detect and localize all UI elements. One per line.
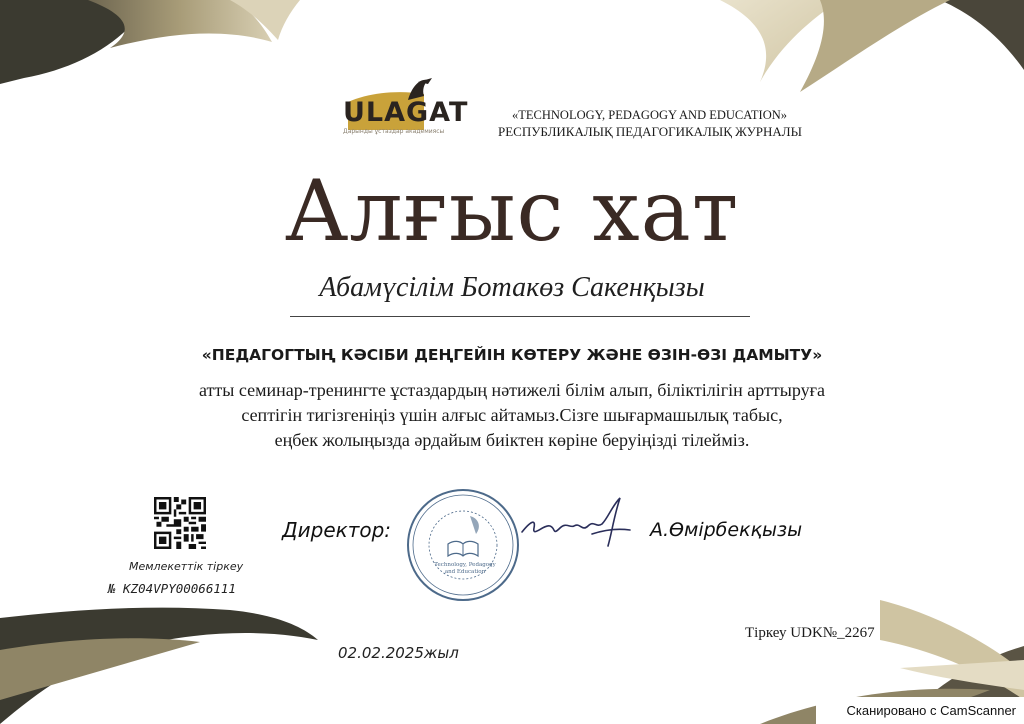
ribbon-bottom-left-gold bbox=[0, 638, 200, 700]
body-line-3: еңбек жолыңызда әрдайым биіктен көріне беруіңізді тілейміз. bbox=[274, 430, 750, 450]
registration-number: № KZ04VPY00066111 bbox=[108, 581, 236, 596]
stamp-text: Technology, Pedagogy and Education bbox=[434, 562, 496, 575]
recipient-name: Абамүсілім Ботакөз Сакенқызы bbox=[319, 272, 705, 303]
scanner-text: Сканировано с CamScanner bbox=[846, 703, 1016, 718]
udk-registration: Тіркеу UDK№_2267 bbox=[745, 625, 875, 641]
director-signature-icon bbox=[516, 488, 636, 556]
logo-text: ULAGAT bbox=[343, 97, 469, 128]
registration-label: Мемлекеттік тіркеу bbox=[129, 560, 244, 573]
ribbon-top-right-gold bbox=[800, 0, 950, 92]
body-line-2: септігін тигізгеніңіз үшін алғыс айтамыз.Сізге шығармашылық табыс, bbox=[241, 405, 783, 425]
director-label: Директор: bbox=[282, 518, 392, 542]
qr-code-icon bbox=[154, 497, 206, 549]
official-stamp-icon bbox=[404, 486, 522, 604]
ribbon-top-right-dark bbox=[940, 0, 1024, 70]
body-line-1: атты семинар-тренингте ұстаздардың нәтижелі білім алып, біліктілігін арттыруға bbox=[199, 380, 825, 400]
journal-name: «TECHNOLOGY, PEDAGOGY AND EDUCATION» bbox=[512, 108, 787, 122]
journal-description: РЕСПУБЛИКАЛЫҚ ПЕДАГОГИКАЛЫҚ ЖУРНАЛЫ bbox=[498, 124, 802, 139]
logo-subtitle: Дарынды ұстаздар академиясы bbox=[343, 128, 445, 135]
issue-date: 02.02.2025жыл bbox=[338, 644, 459, 662]
director-name: А.Өмірбекқызы bbox=[650, 519, 803, 541]
event-title: «ПЕДАГОГТЫҢ КӘСІБИ ДЕҢГЕЙІН КӨТЕРУ ЖӘНЕ ӨЗІН-ӨЗІ ДАМЫТУ» bbox=[201, 346, 823, 364]
recipient-underline bbox=[290, 316, 750, 317]
certificate-title: Алғыс хат bbox=[284, 162, 740, 260]
scanner-watermark bbox=[816, 697, 1024, 724]
body-text bbox=[0, 378, 1024, 453]
